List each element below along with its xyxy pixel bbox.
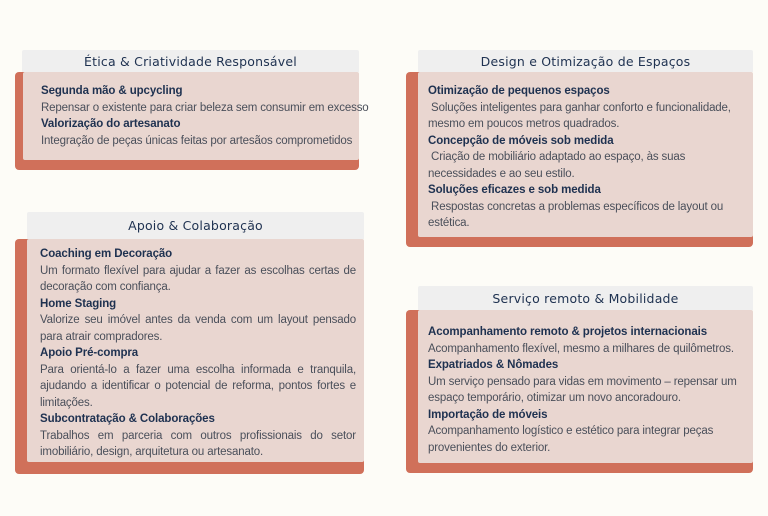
- item-title: Acompanhamento remoto & projetos internacionais: [428, 326, 708, 338]
- card-body: [418, 310, 753, 463]
- item-title: Valorização do artesanato: [41, 118, 181, 130]
- item-title: Home Staging: [40, 297, 117, 310]
- card-heading: Serviço remoto & Mobilidade: [418, 286, 753, 310]
- item-description: Integração de peças únicas feitas por artesãos comprometidos: [41, 134, 353, 147]
- item-title: Segunda mão & upcycling: [41, 85, 183, 97]
- item-description: Um formato flexível para ajudar a fazer as escolhas certas de decoração com confiança.: [40, 264, 356, 293]
- item-title: Otimização de pequenos espaços: [428, 85, 610, 97]
- card-heading: Design e Otimização de Espaços: [418, 50, 753, 72]
- card-heading: Apoio & Colaboração: [27, 212, 364, 239]
- card-heading: Ética & Criatividade Responsável: [22, 50, 359, 72]
- item-description: Um serviço pensado para vidas em movimento – repensar um espaço temporário, otimizar um novo ancoradouro.: [428, 375, 737, 404]
- item-title: Importação de móveis: [428, 408, 548, 421]
- card-body: [23, 72, 369, 160]
- item-description: Respostas concretas a problemas específicos de layout ou estética.: [428, 200, 727, 229]
- item-description: Acompanhamento flexível, mesmo a milhares de quilômetros.: [428, 342, 734, 355]
- item-title: Apoio Pré-compra: [40, 347, 139, 359]
- item-title: Coaching em Decoração: [40, 248, 173, 260]
- card-body: [27, 239, 364, 462]
- item-title: Soluções eficazes e sob medida: [428, 184, 601, 196]
- card-body: [418, 72, 753, 237]
- item-title: Subcontratação & Colaborações: [40, 413, 215, 425]
- item-description: Soluções inteligentes para ganhar conforto e funcionalidade, mesmo em poucos metros quadrados.: [428, 101, 734, 130]
- item-description: Repensar o existente para criar beleza sem consumir em excesso: [41, 101, 369, 114]
- item-description: Para orientá-lo a fazer uma escolha informada e tranquila, ajudando a identificar o potencial de reforma, pontos fortes e limitações.: [40, 363, 356, 409]
- item-description: Trabalhos em parceria com outros profissionais do setor imobiliário, design, arquitetura ou artesanato.: [40, 429, 356, 458]
- item-description: Valorize seu imóvel antes da venda com um layout pensado para atrair compradores.: [40, 314, 356, 343]
- item-title: Concepção de móveis sob medida: [428, 134, 614, 147]
- item-description: Acompanhamento logístico e estético para integrar peças provenientes do exterior.: [428, 425, 714, 454]
- item-title: Expatriados & Nômades: [428, 359, 559, 371]
- item-description: Criação de mobiliário adaptado ao espaço, às suas necessidades e ao seu estilo.: [428, 151, 689, 180]
